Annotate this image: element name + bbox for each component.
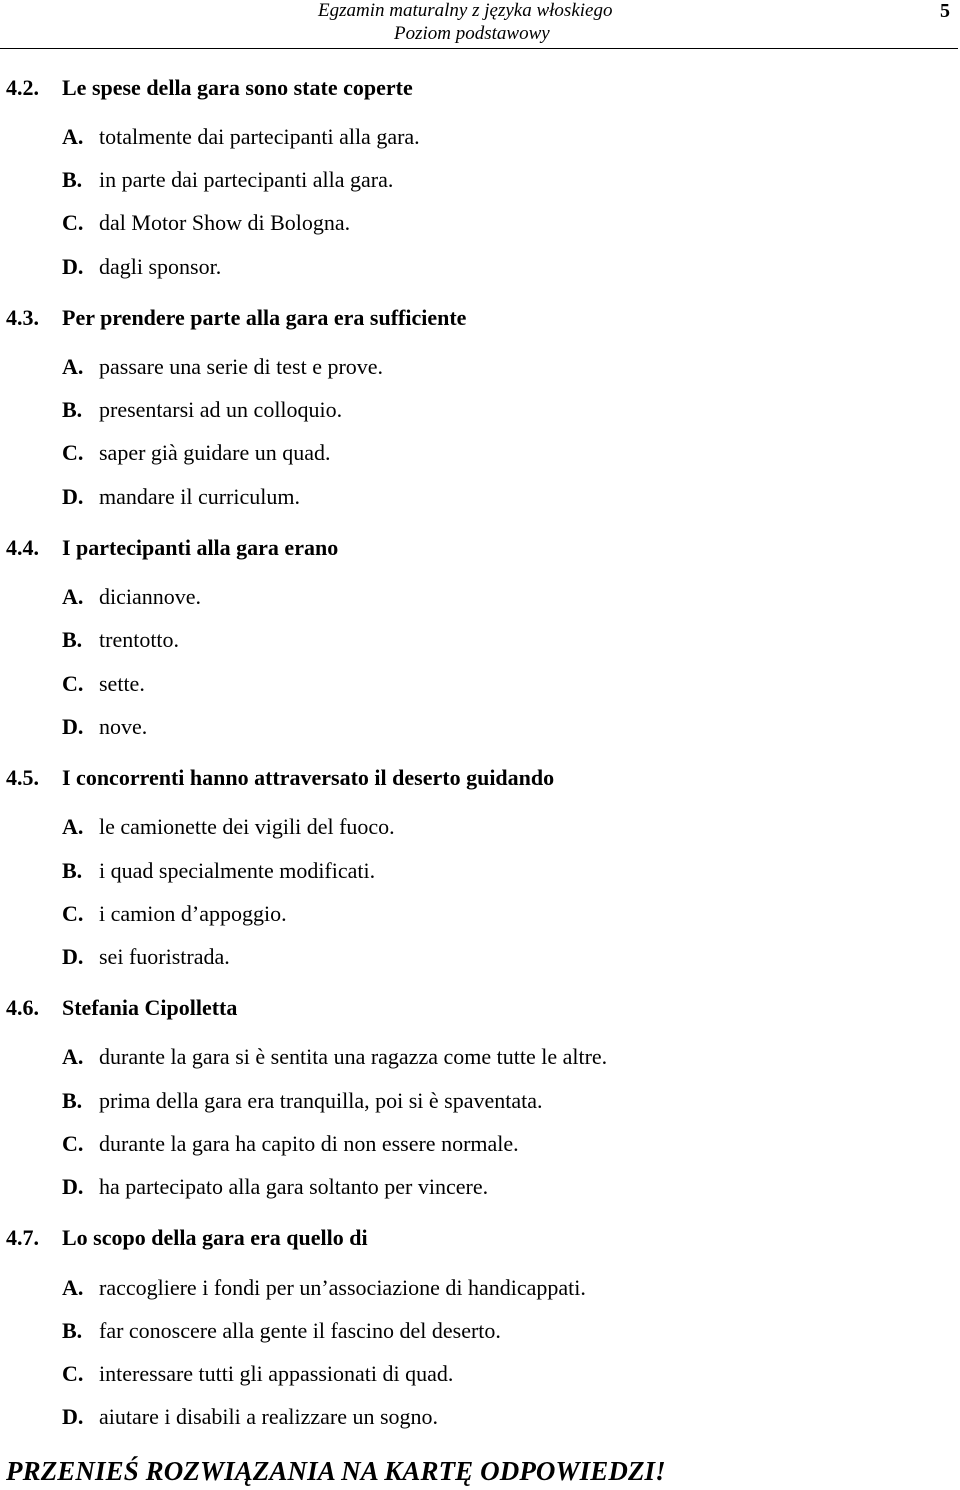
option-text: ha partecipato alla gara soltanto per vincere. — [99, 1174, 489, 1200]
option-letter: C. — [62, 1130, 84, 1156]
option-letter: B. — [62, 397, 83, 423]
option-letter: C. — [62, 900, 84, 926]
question-stem: Per prendere parte alla gara era sufficiente — [62, 304, 467, 330]
stem-spacer — [0, 1024, 960, 1036]
question-block — [0, 993, 960, 1209]
option-text: in parte dai partecipanti alla gara. — [99, 166, 394, 192]
option-text: prima della gara era tranquilla, poi si è spaventata. — [99, 1087, 543, 1113]
answer-option — [0, 245, 960, 288]
answer-option — [0, 1353, 960, 1396]
question-number: 4.5. — [6, 765, 39, 791]
option-letter: D. — [62, 483, 84, 509]
option-letter: D. — [62, 253, 84, 279]
option-text: raccogliere i fondi per un’associazione di handicappati. — [99, 1274, 586, 1300]
answer-option — [0, 662, 960, 705]
option-text: trentotto. — [99, 627, 180, 653]
option-text: dagli sponsor. — [99, 253, 222, 279]
answer-option — [0, 345, 960, 388]
question-stem: I partecipanti alla gara erano — [62, 534, 339, 560]
answer-option — [0, 115, 960, 158]
option-letter: B. — [62, 627, 83, 653]
question-block — [0, 302, 960, 518]
answer-option — [0, 1396, 960, 1439]
question-number: 4.6. — [6, 995, 39, 1021]
option-text: dal Motor Show di Bologna. — [99, 210, 351, 236]
stem-spacer — [0, 1254, 960, 1266]
answer-option — [0, 935, 960, 978]
answer-option — [0, 1036, 960, 1079]
option-text: durante la gara si è sentita una ragazza come tutte le altre. — [99, 1044, 608, 1070]
option-text: totalmente dai partecipanti alla gara. — [99, 123, 420, 149]
footer-instruction: PRZENIEŚ ROZWIĄZANIA NA KARTĘ ODPOWIEDZI! — [6, 1456, 666, 1486]
question-number: 4.3. — [6, 304, 39, 330]
option-letter: D. — [62, 944, 84, 970]
exam-level: Poziom podstawowy — [394, 23, 550, 44]
option-letter: C. — [62, 210, 84, 236]
answer-option — [0, 1309, 960, 1352]
option-text: sette. — [99, 670, 145, 696]
option-text: sei fuoristrada. — [99, 944, 230, 970]
option-letter: D. — [62, 713, 84, 739]
answer-option — [0, 1122, 960, 1165]
question-block — [0, 532, 960, 748]
page-number: 5 — [940, 0, 950, 22]
question-stem: Le spese della gara sono state coperte — [62, 74, 413, 100]
answer-option — [0, 1266, 960, 1309]
option-letter: A. — [62, 1044, 84, 1070]
option-letter: B. — [62, 1317, 83, 1343]
question-spacer — [0, 979, 960, 993]
page-header — [0, 0, 960, 50]
option-letter: A. — [62, 814, 84, 840]
option-text: i quad specialmente modificati. — [99, 857, 376, 883]
answer-option — [0, 475, 960, 518]
option-letter: C. — [62, 1361, 84, 1387]
option-letter: C. — [62, 670, 84, 696]
stem-spacer — [0, 563, 960, 575]
answer-option — [0, 849, 960, 892]
question-block — [0, 1223, 960, 1439]
question-header — [0, 763, 960, 794]
option-letter: A. — [62, 1274, 84, 1300]
answer-option — [0, 619, 960, 662]
question-stem: I concorrenti hanno attraversato il deserto guidando — [62, 765, 555, 791]
question-header — [0, 1223, 960, 1254]
option-letter: B. — [62, 1087, 83, 1113]
question-spacer — [0, 1209, 960, 1223]
question-stem: Lo scopo della gara era quello di — [62, 1225, 368, 1251]
question-header — [0, 993, 960, 1024]
answer-option — [0, 202, 960, 245]
question-header — [0, 72, 960, 103]
option-letter: D. — [62, 1404, 84, 1430]
question-list — [0, 72, 960, 1439]
question-stem: Stefania Cipolletta — [62, 995, 238, 1021]
answer-option — [0, 388, 960, 431]
answer-option — [0, 1079, 960, 1122]
question-block — [0, 763, 960, 979]
option-text: le camionette dei vigili del fuoco. — [99, 814, 395, 840]
answer-option — [0, 158, 960, 201]
option-text: saper già guidare un quad. — [99, 440, 331, 466]
header-divider — [0, 48, 958, 49]
option-letter: D. — [62, 1174, 84, 1200]
option-text: i camion d’appoggio. — [99, 900, 287, 926]
question-spacer — [0, 518, 960, 532]
answer-option — [0, 575, 960, 618]
stem-spacer — [0, 103, 960, 115]
option-text: interessare tutti gli appassionati di quad. — [99, 1361, 454, 1387]
option-letter: A. — [62, 584, 84, 610]
option-letter: B. — [62, 857, 83, 883]
question-number: 4.2. — [6, 74, 39, 100]
option-letter: B. — [62, 166, 83, 192]
exam-title: Egzamin maturalny z języka włoskiego — [318, 0, 613, 21]
question-spacer — [0, 749, 960, 763]
option-text: passare una serie di test e prove. — [99, 353, 384, 379]
answer-option — [0, 1166, 960, 1209]
answer-option — [0, 432, 960, 475]
option-text: aiutare i disabili a realizzare un sogno. — [99, 1404, 439, 1430]
stem-spacer — [0, 333, 960, 345]
question-block — [0, 72, 960, 288]
answer-option — [0, 892, 960, 935]
question-header — [0, 532, 960, 563]
option-text: presentarsi ad un colloquio. — [99, 397, 343, 423]
option-text: diciannove. — [99, 584, 202, 610]
answer-option — [0, 806, 960, 849]
option-text: mandare il curriculum. — [99, 483, 300, 509]
option-letter: A. — [62, 123, 84, 149]
option-text: far conoscere alla gente il fascino del deserto. — [99, 1317, 501, 1343]
option-text: durante la gara ha capito di non essere normale. — [99, 1130, 519, 1156]
question-number: 4.4. — [6, 534, 39, 560]
option-letter: A. — [62, 353, 84, 379]
question-number: 4.7. — [6, 1225, 39, 1251]
option-text: nove. — [99, 713, 148, 739]
answer-option — [0, 705, 960, 748]
option-letter: C. — [62, 440, 84, 466]
question-header — [0, 302, 960, 333]
question-spacer — [0, 288, 960, 302]
stem-spacer — [0, 794, 960, 806]
